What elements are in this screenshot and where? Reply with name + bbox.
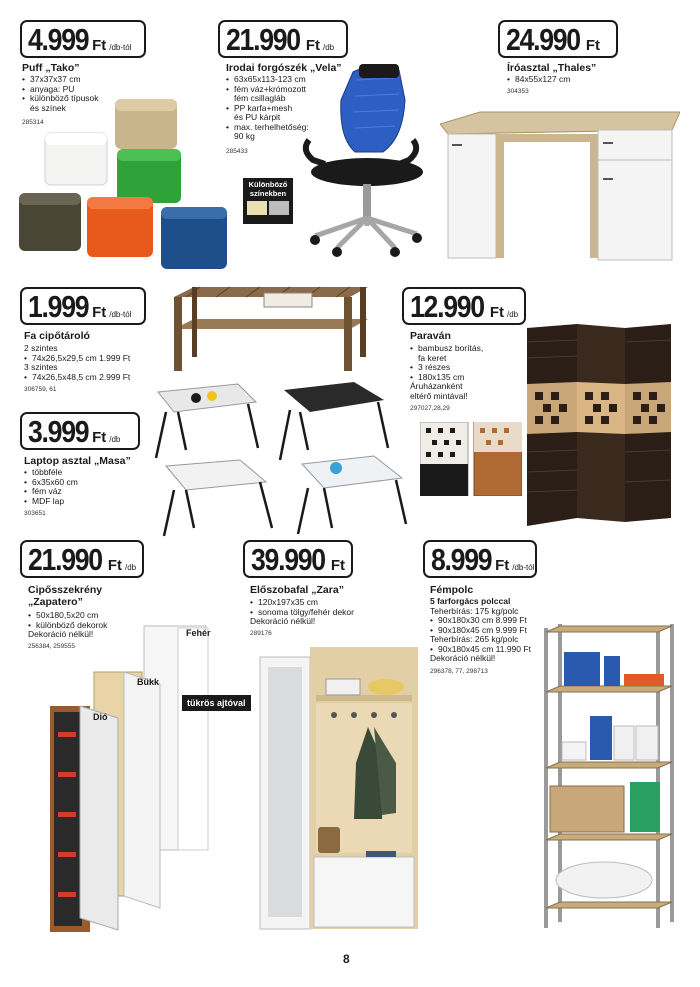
spec-item: fém csillagláb: [234, 93, 286, 103]
cabinet-walnut: [50, 706, 118, 932]
price-badge: [20, 540, 144, 578]
spec-item: • 84x55x127 cm: [507, 75, 570, 85]
page-number: 8: [343, 952, 350, 966]
spec-item: • 90x180x45 cm 9.999 Ft: [430, 626, 531, 636]
price-badge: [498, 20, 618, 58]
puff-olive: [19, 193, 81, 251]
hallway-wall-image: [258, 643, 423, 933]
price-badge: [423, 540, 537, 578]
price-currency: Ft: [489, 304, 504, 321]
spec-load-1: Teherbírás: 175 kg/polc: [430, 605, 519, 616]
price-unit: /db-tól: [109, 43, 132, 52]
spec-item: • 50x180,5x20 cm: [28, 611, 107, 621]
spec-note: Dekoráció nélkül!: [430, 653, 496, 663]
price-badge: [20, 20, 146, 58]
spec-item: • anyaga: PU: [22, 85, 99, 95]
puff-beige: [115, 99, 177, 149]
laptop-table-black: [280, 382, 388, 460]
screen-pattern-swatches: [420, 422, 522, 496]
spec-note: Dekoráció nélkül!: [250, 616, 316, 626]
office-chair-image: [295, 60, 425, 260]
spec-item: és PU kárpit: [234, 112, 281, 122]
price-currency: Ft: [107, 557, 122, 574]
price-currency: Ft: [305, 37, 320, 54]
price-currency: Ft: [330, 557, 345, 574]
shoe-cabinet-image: [48, 622, 233, 937]
product-code: 285314: [22, 119, 44, 126]
price-unit: /db: [125, 563, 137, 572]
price-unit: /db: [109, 435, 121, 444]
spec-item: • 37x37x37 cm: [22, 75, 99, 85]
label-walnut: Dió: [93, 712, 108, 722]
spec-item: • MDF lap: [24, 497, 78, 507]
price-badge: [20, 412, 140, 450]
product-code: 303651: [24, 510, 46, 517]
product-code: 306759, 61: [24, 386, 57, 393]
spec-item: • PP karfa+mesh: [226, 104, 309, 114]
label-mirror-door: tükrös ajtóval: [182, 695, 251, 711]
laptop-table-white-print: [156, 384, 258, 458]
price-value: 3.999: [28, 414, 89, 449]
product-title: Előszobafal „Zara”: [250, 584, 344, 596]
laptop-table-image: [148, 378, 413, 540]
product-code: 289176: [250, 630, 272, 637]
price-unit: /db-tól: [109, 310, 132, 319]
laptop-table-blue-print: [298, 456, 406, 534]
spec-list: [507, 75, 570, 85]
puff-white: [45, 133, 107, 185]
price-value: 4.999: [28, 22, 89, 57]
price-currency: Ft: [92, 304, 107, 321]
price-currency: Ft: [92, 37, 107, 54]
product-title: Fa cipőtároló: [24, 330, 90, 342]
spec-item: eltérő mintával!: [410, 390, 468, 401]
spec-list: [24, 468, 78, 506]
price-value: 1.999: [28, 289, 89, 324]
price-badge: [243, 540, 353, 578]
shoe-rack-image: [160, 283, 370, 373]
price-value: 8.999: [431, 542, 492, 577]
color-swatch-beige: [247, 201, 267, 215]
color-badge: [243, 178, 293, 224]
product-title: Irodai forgószék „Vela”: [226, 62, 342, 74]
color-badge-text-1: Különböző: [248, 180, 288, 189]
spec-note: Dekoráció nélkül!: [28, 629, 94, 639]
price-value: 39.990: [251, 542, 325, 577]
spec-item: • többféle: [24, 468, 78, 478]
product-title: Íróasztal „Thales”: [507, 62, 597, 74]
price-value: 21.990: [226, 22, 300, 57]
product-title: Laptop asztal „Masa”: [24, 455, 131, 467]
spec-list: [410, 344, 483, 401]
product-code: 296378, 77, 298713: [430, 668, 488, 675]
spec-item: • 74x26,5x48,5 cm 2.999 Ft: [24, 373, 130, 383]
spec-item: • 90x180x45 cm 11.990 Ft: [430, 645, 531, 655]
label-white: Fehér: [186, 628, 211, 638]
product-title: Fémpolc: [430, 584, 474, 596]
product-title-2: „Zapatero”: [28, 596, 83, 608]
spec-item: • fém váz+krómozott: [226, 85, 309, 95]
price-unit: /db: [323, 43, 335, 52]
product-code: 256384, 259555: [28, 643, 75, 650]
price-badge: [20, 287, 146, 325]
product-title: Puff „Tako”: [22, 62, 80, 74]
spec-item: • különböző típusok: [22, 94, 99, 104]
price-currency: Ft: [585, 37, 600, 54]
label-beech: Bükk: [137, 677, 160, 687]
spec-item: • fém váz: [24, 487, 78, 497]
spec-item: Áruházanként: [410, 381, 463, 391]
spec-load-2: Teherbírás: 265 kg/polc: [430, 634, 519, 644]
price-value: 24.990: [506, 22, 580, 57]
spec-item: • 120x197x35 cm: [250, 598, 354, 608]
spec-list: [24, 344, 130, 382]
price-unit: /db: [507, 310, 519, 319]
metal-shelf-image: [540, 622, 680, 934]
product-code: 285433: [226, 148, 248, 155]
spec-item: 3 szintes: [24, 362, 58, 372]
spec-item: • sonoma tölgy/fehér dekor: [250, 608, 354, 618]
product-title: Cipősszekrény: [28, 584, 103, 596]
laptop-table-white: [164, 460, 272, 536]
spec-item: • 6x35x60 cm: [24, 478, 78, 488]
spec-item: • különböző dekorok: [28, 621, 107, 631]
puff-image: [15, 95, 235, 275]
spec-list: [430, 597, 531, 664]
product-code: 304353: [507, 88, 529, 95]
spec-item: • max. terhelhetőség:: [226, 123, 309, 133]
puff-orange: [87, 197, 153, 257]
spec-item: • 90x180x30 cm 8.999 Ft: [430, 616, 531, 626]
spec-item: • 74x26,5x29,5 cm 1.999 Ft: [24, 354, 130, 364]
spec-item: • 63x65x113-123 cm: [226, 75, 309, 85]
price-value: 21.990: [28, 542, 102, 577]
spec-item: • bambusz borítás,: [410, 344, 483, 354]
color-swatch-grey: [269, 201, 289, 215]
product-code: 297027,28,29: [410, 405, 450, 412]
desk-image: [440, 108, 680, 268]
spec-item: • 3 részes: [410, 363, 483, 373]
price-value: 12.990: [410, 289, 484, 324]
product-title: Paraván: [410, 330, 451, 342]
spec-subtitle: 5 farforgács polccal: [430, 596, 511, 606]
price-badge: [402, 287, 526, 325]
spec-item: és színek: [30, 102, 66, 113]
color-badge-text-2: színekben: [249, 189, 287, 198]
spec-item: • 180x135 cm: [410, 373, 483, 383]
price-unit: /db-tól: [512, 563, 535, 572]
price-badge: [218, 20, 348, 58]
spec-item: 2 szintes: [24, 343, 58, 353]
spec-item: fa keret: [418, 352, 447, 363]
puff-blue: [161, 207, 227, 269]
puff-green: [117, 149, 181, 203]
price-currency: Ft: [495, 557, 510, 574]
price-currency: Ft: [92, 429, 107, 446]
screen-image: [525, 322, 673, 532]
spec-item: 90 kg: [234, 131, 255, 141]
spec-list: [250, 598, 354, 627]
